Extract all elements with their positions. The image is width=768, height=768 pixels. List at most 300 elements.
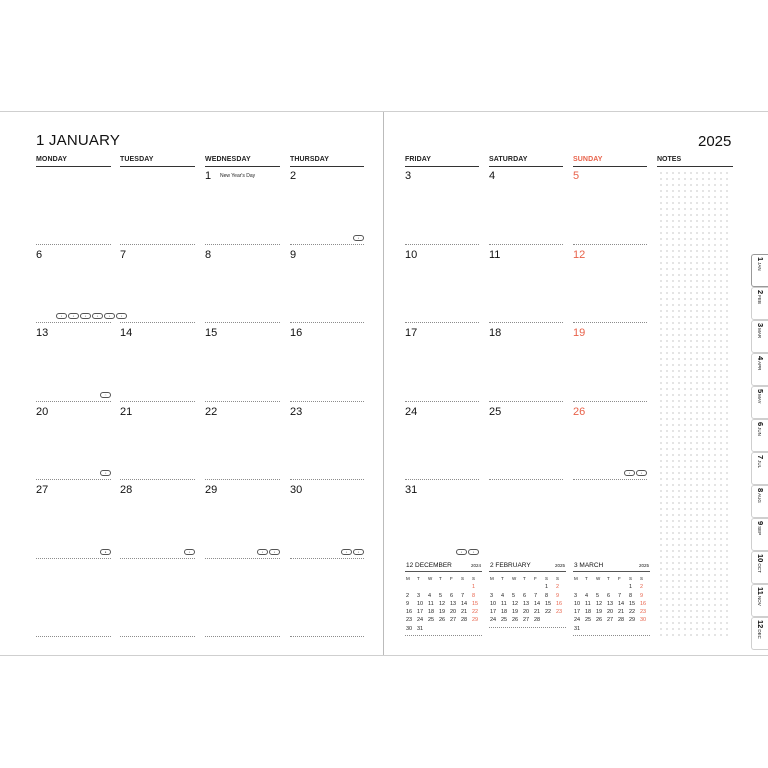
month-tab-aug[interactable] [751,485,768,518]
month-tab-label [756,323,765,338]
mini-day [460,583,471,591]
mini-day: 24 [490,617,497,624]
mini-day: 12 [439,600,446,607]
day-cell[interactable] [120,167,195,245]
mini-day [405,583,416,591]
day-divider [205,244,280,245]
month-tab-label [756,389,765,404]
month-tab-abbr: JAN [757,262,762,271]
day-number: 5 [573,170,580,182]
mini-weekday: S [545,576,549,581]
mini-day: 2 [556,584,560,591]
mini-calendar-grid [489,575,566,625]
day-number: 2 [290,170,297,182]
mini-weekday: F [618,576,621,581]
month-tab-abbr: MAR [757,328,762,339]
mini-weekday: M [490,576,494,581]
mini-day: 26 [596,617,603,624]
day-divider [36,558,111,559]
day-cell[interactable] [290,324,364,402]
mini-day: 30 [640,617,647,624]
day-divider [120,244,195,245]
day-cell[interactable] [573,246,647,324]
day-divider [36,244,111,245]
day-cell[interactable] [489,246,563,324]
mini-calendar-divider [405,635,482,636]
mini-weekday: F [450,576,453,581]
month-tab-abbr: DEC [757,629,762,639]
year-title: 2025 [698,133,732,150]
month-tab-label [756,554,765,573]
mini-day: 28 [618,617,625,624]
mini-calendar-year: 2025 [554,563,565,568]
mini-weekday: W [428,576,433,581]
mini-day: 20 [450,609,457,616]
moon-phase-icon: ◐ [624,470,635,476]
mini-day: 9 [406,600,410,607]
moon-phase-row [100,549,111,555]
month-tab-oct[interactable] [751,551,768,584]
day-number: 27 [36,484,49,496]
day-number: 30 [290,484,303,496]
mini-day: 4 [501,592,505,599]
day-divider [205,636,280,637]
day-cell[interactable] [205,324,280,402]
mini-calendar [405,561,482,636]
mini-weekday: S [461,576,465,581]
moon-phase-icon: ◐ [353,235,364,241]
mini-day: 3 [490,592,494,599]
month-tab-number: 11 [756,587,765,595]
day-number: 25 [489,405,502,418]
day-cell[interactable] [36,167,111,245]
day-divider [290,636,364,637]
day-cell[interactable] [205,560,280,638]
mini-day: 11 [501,600,507,607]
day-cell[interactable] [573,403,647,481]
day-divider [120,636,195,637]
notes-rule [657,166,733,167]
moon-phase-row [100,470,111,476]
mini-day [511,583,522,591]
mini-day: 1 [545,584,549,591]
mini-day: 13 [450,600,457,607]
month-tab-jan[interactable] [751,254,768,287]
mini-day: 14 [618,600,625,607]
day-cell[interactable] [290,560,364,638]
mini-day: 6 [607,592,611,599]
day-cell[interactable] [36,403,111,481]
mini-day [606,625,617,633]
mini-day: 29 [472,617,479,624]
mini-day: 21 [618,609,625,616]
mini-day: 16 [406,609,413,616]
moon-phase-row [100,392,111,398]
mini-day: 9 [640,592,644,599]
mini-day [438,625,449,633]
mini-day: 8 [472,592,476,599]
weekday-header: WEDNESDAY [205,156,251,163]
mini-day: 7 [461,592,465,599]
mini-calendar-year: 2024 [470,563,481,568]
mini-day: 12 [512,600,519,607]
day-cell[interactable] [36,481,111,559]
moon-phase-icon: ◐ [116,313,127,319]
mini-day: 18 [585,609,592,616]
mini-weekday: T [607,576,610,581]
day-number: 23 [290,405,303,418]
moon-phase-icon: ◐ [636,470,647,476]
mini-day: 5 [596,592,600,599]
day-cell[interactable] [205,481,280,559]
month-tab-apr[interactable] [751,353,768,386]
day-cell[interactable] [405,324,479,402]
day-divider [120,401,195,402]
mini-day: 6 [523,592,527,599]
day-number: 19 [573,327,586,339]
moon-phase-icon: ◑ [100,470,111,476]
mini-day [427,583,438,591]
mini-calendar [489,561,566,628]
mini-day: 15 [545,600,552,607]
day-divider [36,401,111,402]
day-cell[interactable] [573,167,647,245]
mini-day: 16 [640,600,647,607]
month-tab-label [756,587,765,606]
mini-day [438,583,449,591]
day-cell[interactable] [36,246,123,324]
day-divider [489,401,563,402]
month-tab-label [756,257,765,271]
day-cell[interactable] [205,167,280,245]
moon-phase-row [456,549,479,555]
notes-dot-grid [658,170,732,640]
moon-phase-icon: ◐ [56,313,67,319]
mini-weekday: T [439,576,442,581]
month-tab-label [756,356,765,370]
mini-day [522,583,533,591]
day-divider [489,322,563,323]
day-divider [489,244,563,245]
mini-calendar-header [489,561,566,572]
day-cell[interactable] [405,246,479,324]
day-number: 4 [489,170,496,182]
mini-day: 10 [490,600,497,607]
moon-phase-row [184,549,195,555]
day-cell[interactable] [573,324,647,402]
moon-phase-row [353,235,364,241]
mini-calendar-title: 3 MARCH [574,562,604,569]
mini-weekday: T [417,576,420,581]
mini-weekday: W [512,576,517,581]
month-tab-label [756,422,765,436]
day-divider [573,322,647,323]
month-tab-label [756,455,765,468]
mini-day [416,583,427,591]
mini-weekday: M [574,576,578,581]
month-tab-nov[interactable] [751,584,768,617]
day-divider [36,479,111,480]
day-number: 13 [36,327,49,339]
mini-calendar-title: 2 FEBRUARY [490,562,531,569]
day-cell[interactable] [36,324,111,402]
mini-calendar-divider [573,635,650,636]
mini-day [544,616,555,624]
mini-day: 19 [596,609,603,616]
mini-day: 23 [556,609,563,616]
moon-phase-icon: ◐ [257,549,268,555]
day-cell[interactable] [489,403,563,481]
month-tab-jun[interactable] [751,419,768,452]
weekday-header: SATURDAY [489,156,528,163]
day-cell[interactable] [205,403,280,481]
mini-day: 8 [629,592,633,599]
moon-phase-icon: ◐ [184,549,195,555]
moon-phase-row [341,549,364,555]
day-divider [290,401,364,402]
month-tab-feb[interactable] [751,287,768,320]
mini-calendar-grid [405,575,482,633]
mini-weekday: M [406,576,410,581]
day-divider [120,558,195,559]
mini-day: 16 [556,600,563,607]
mini-day [595,625,606,633]
month-tab-number: 8 [756,488,765,493]
mini-day: 27 [523,617,530,624]
day-cell[interactable] [120,560,195,638]
notes-heading: NOTES [657,156,682,163]
mini-weekday: T [523,576,526,581]
mini-day [449,583,460,591]
mini-day: 7 [534,592,538,599]
day-number: 11 [489,248,501,261]
mini-day: 19 [512,609,519,616]
moon-phase-row [624,470,647,476]
mini-day: 19 [439,609,446,616]
mini-day: 30 [406,625,413,632]
day-divider [405,401,479,402]
page-gutter [383,112,384,655]
day-divider [573,244,647,245]
month-tab-label [756,620,765,639]
mini-day: 5 [512,592,516,599]
mini-day: 24 [417,617,424,624]
mini-day [573,583,584,591]
month-tab-abbr: OCT [757,563,762,573]
mini-day: 1 [629,584,633,591]
mini-day: 22 [545,609,552,616]
mini-day [500,583,511,591]
mini-day: 25 [501,617,508,624]
moon-phase-icon: ◐ [92,313,103,319]
day-number: 18 [489,327,502,339]
mini-day: 20 [607,609,614,616]
day-cell[interactable] [205,246,280,324]
mini-weekday: F [534,576,537,581]
day-divider [205,558,280,559]
day-divider [205,322,280,323]
mini-day: 1 [472,584,476,591]
moon-phase-icon: ◐ [353,549,364,555]
mini-day: 4 [428,592,432,599]
month-tab-number: 12 [756,620,765,629]
moon-phase-icon: ◐ [104,313,115,319]
mini-weekday: T [585,576,588,581]
day-cell[interactable] [120,481,195,559]
month-tab-sep[interactable] [751,518,768,551]
mini-day: 28 [461,617,468,624]
planner-spread [0,111,768,656]
month-tab-abbr: JUN [757,427,762,436]
day-cell[interactable] [405,403,479,481]
mini-day: 22 [472,609,479,616]
mini-day: 14 [461,600,468,607]
mini-weekday: W [596,576,601,581]
mini-day [489,583,500,591]
mini-day: 23 [406,617,413,624]
day-cell[interactable] [290,481,364,559]
mini-day [639,625,650,633]
day-number: 8 [205,248,212,261]
day-cell[interactable] [36,560,111,638]
mini-day: 13 [523,600,530,607]
day-cell[interactable] [405,481,479,559]
month-tab-jul[interactable] [751,452,768,485]
mini-day [449,625,460,633]
mini-day: 25 [585,617,592,624]
mini-day [533,583,544,591]
day-divider [405,244,479,245]
mini-calendar [573,561,650,636]
weekday-header: SUNDAY [573,156,603,163]
moon-phase-row [257,549,280,555]
day-cell[interactable] [290,167,364,245]
weekday-header: THURSDAY [290,156,330,163]
mini-day [427,625,438,633]
mini-day: 10 [574,600,581,607]
mini-day [617,583,628,591]
mini-day: 11 [585,600,591,607]
right-page [385,112,768,655]
mini-day: 17 [574,609,581,616]
mini-day: 15 [472,600,479,607]
month-title: 1 JANUARY [36,132,121,149]
month-tab-may[interactable] [751,386,768,419]
day-number: 6 [36,248,43,261]
day-cell[interactable] [120,403,195,481]
mini-day: 22 [629,609,636,616]
mini-weekday: S [472,576,476,581]
day-divider [290,558,364,559]
mini-day: 4 [585,592,589,599]
mini-day: 3 [574,592,578,599]
mini-day: 13 [607,600,614,607]
day-divider [205,401,280,402]
day-divider [120,479,195,480]
month-tab-abbr: SEP [757,526,762,536]
month-tab-number: 9 [756,521,765,526]
mini-day: 20 [523,609,530,616]
day-cell[interactable] [573,481,647,559]
mini-day: 25 [428,617,435,624]
day-cell[interactable] [290,403,364,481]
moon-phase-icon: ● [100,549,111,555]
day-number: 28 [120,484,133,496]
month-tab-label [756,521,765,535]
weekday-header: TUESDAY [120,156,154,163]
day-cell[interactable] [489,167,563,245]
day-cell[interactable] [120,246,195,324]
day-number: 7 [120,248,127,261]
mini-day: 27 [607,617,614,624]
day-cell[interactable] [290,246,364,324]
mini-day [606,583,617,591]
mini-day: 31 [417,625,424,632]
mini-day: 15 [629,600,636,607]
mini-day: 18 [428,609,435,616]
mini-day: 17 [490,609,497,616]
mini-day: 8 [545,592,549,599]
mini-day [584,625,595,633]
mini-day: 12 [596,600,603,607]
month-tab-abbr: NOV [757,595,762,606]
month-tab-abbr: MAY [757,394,762,404]
day-divider [405,479,479,480]
month-tab-dec[interactable] [751,617,768,650]
moon-phase-icon: ◐ [269,549,280,555]
mini-day [471,625,482,633]
month-tab-number: 7 [756,455,765,460]
month-tab-number: 4 [756,356,765,361]
day-cell[interactable] [489,481,563,559]
weekday-header: MONDAY [36,156,68,163]
month-tab-number: 5 [756,389,765,394]
mini-day: 17 [417,609,424,616]
month-tabs [751,254,768,650]
mini-day: 18 [501,609,508,616]
month-tab-number: 3 [756,323,765,328]
day-cell[interactable] [405,167,479,245]
day-divider [405,322,479,323]
month-tab-abbr: FEB [757,295,762,304]
day-cell[interactable] [489,324,563,402]
mini-day: 28 [534,617,541,624]
month-tab-number: 2 [756,290,765,295]
moon-phase-row [56,313,127,319]
month-tab-mar[interactable] [751,320,768,353]
month-tab-abbr: AUG [757,493,762,503]
moon-phase-icon: ◐ [80,313,91,319]
day-number: 21 [120,405,133,418]
month-tab-number: 6 [756,422,765,427]
mini-day: 27 [450,617,457,624]
mini-calendar-title: 12 DECEMBER [406,562,452,569]
mini-day [584,583,595,591]
mini-day: 21 [534,609,541,616]
mini-day: 9 [556,592,560,599]
day-number: 31 [405,484,418,496]
mini-day: 31 [574,625,581,632]
mini-day: 2 [640,584,644,591]
mini-day [628,625,639,633]
mini-day: 2 [406,592,410,599]
day-cell[interactable] [120,324,195,402]
mini-day [555,616,566,624]
day-divider [290,244,364,245]
mini-weekday: T [501,576,504,581]
mini-calendar-header [405,561,482,572]
moon-phase-icon: ◐ [68,313,79,319]
